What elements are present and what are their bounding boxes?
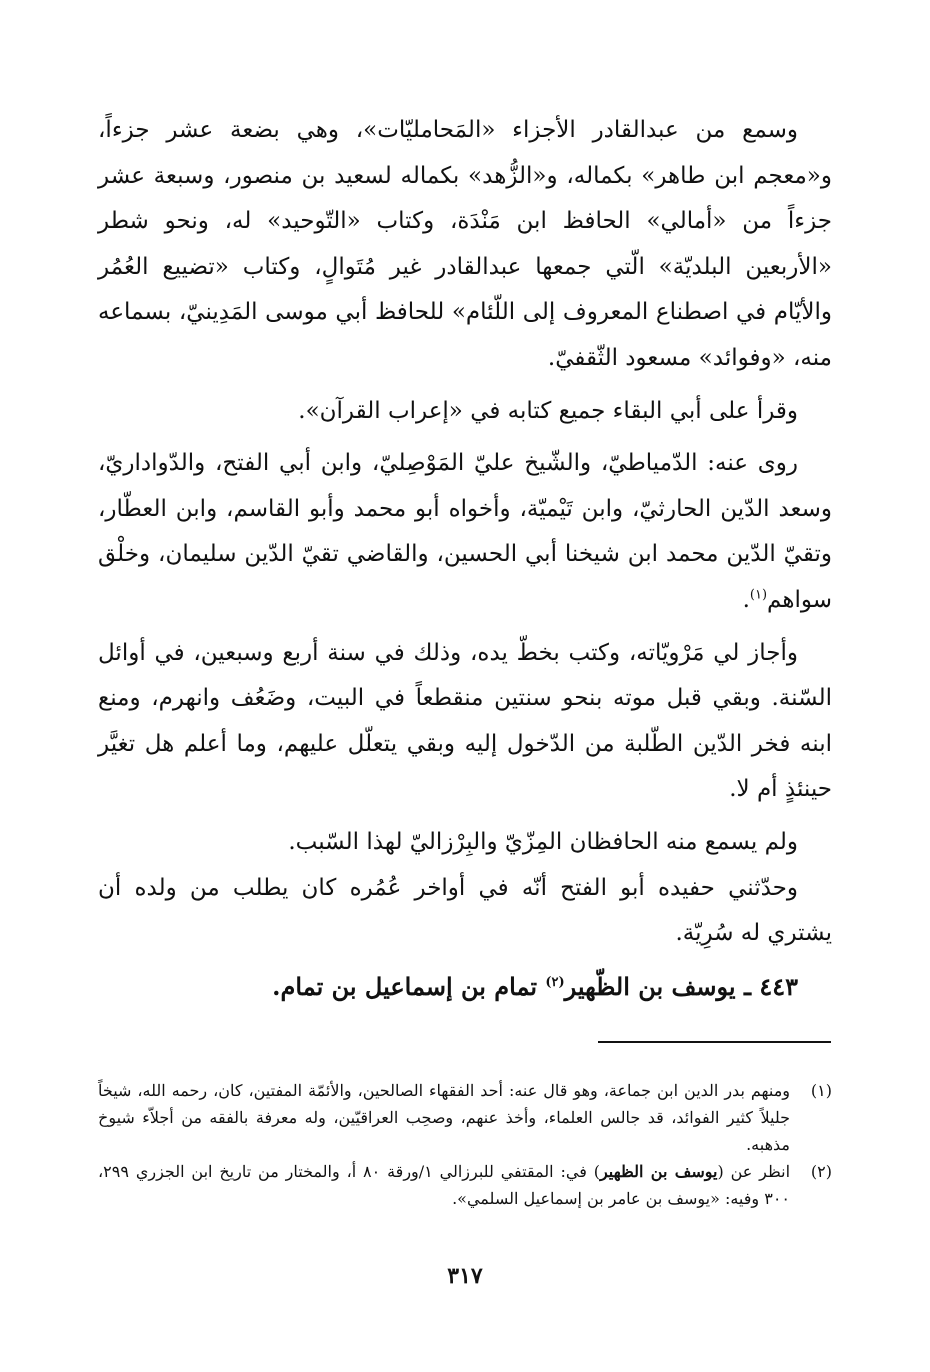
entry-number: ٤٤٣ ـ bbox=[743, 971, 798, 1001]
footnote-2-number: (٢) bbox=[810, 1162, 832, 1181]
paragraph-reading: وقرأ على أبي البقاء جميع كتابه في «إعراب القرآن». bbox=[298, 397, 798, 424]
main-text bbox=[98, 108, 832, 1016]
entry-rest: تمام بن إسماعيل بن تمام. bbox=[272, 971, 538, 1001]
footnote-2-lead: انظر عن ( bbox=[717, 1162, 791, 1181]
footnote-separator bbox=[598, 1041, 831, 1043]
paragraph-license: وأجاز لي مَرْويّاته، وكتب بخطّ يده، وذلك في سنة أربع وسبعين، في أوائل السّنة. وبقي قبل موته بنحو سنتين منقطعاً في البيت، وضَعُف وانهرم، ومنع ابنه فخر الدّين الطّلبة من الدّخول إليه وبقي يتعلّل عليهم، وما أعلم هل تغيَّر حينئذٍ أم لا. bbox=[98, 639, 832, 803]
footnotes bbox=[98, 1077, 832, 1212]
footnote-2-text bbox=[98, 1158, 790, 1212]
footnote-2-bold-name: يوسف بن الظهير bbox=[599, 1162, 718, 1181]
paragraph-hearing: وسمع من عبدالقادر الأجزاء «المَحامليّات»، وهي بضعة عشر جزءاً، و«معجم ابن طاهر» بكماله، و«الزُّهد» بكماله لسعيد بن منصور، وسبعة عشر جزءاً من «أمالي» الحافظ ابن مَنْدَة، وكتاب «التّوحيد» له، ونحو شطر «الأربعين البلديّة» الّتي جمعها عبدالقادر غير مُتَوالٍ، وكتاب «تضييع العُمُر والأيّام في اصطناع المعروف إلى اللّئام» للحافظ أبي موسى المَدِينيّ، بسماعه منه، «وفوائد» مسعود الثّقفيّ. bbox=[98, 117, 832, 371]
footnote-1 bbox=[98, 1077, 832, 1158]
footnote-2-rest: ) في: المقتفي للبرزالي ١/ورقة ٨٠ أ، والمختار من تاريخ ابن الجزري ٢٩٩، ٣٠٠ وفيه: «يوسف بن عامر بن إسماعيل السلمي». bbox=[98, 1162, 790, 1208]
narrators-end: . bbox=[742, 586, 750, 613]
paragraph-not-heard: ولم يسمع منه الحافظان المِزّيّ والبِرْزاليّ لهذا السّبب. bbox=[288, 828, 798, 855]
footnote-ref-1[interactable]: (١) bbox=[749, 587, 768, 603]
footnote-1-text: ومنهم بدر الدين ابن جماعة، وهو قال عنه: أحد الفقهاء الصالحين، والأئمّة المفتين، كان، رحمه الله، شيخاً جليلاً كثير الفوائد، قد جالس العلماء، وأخذ عنهم، وصحِب العراقيّين، وله معرفة بالفقه من أجلاّء شيوخ مذهبه. bbox=[98, 1081, 790, 1154]
page-number: ٣١٧ bbox=[447, 1263, 483, 1289]
entry-name: يوسف بن الظّهير bbox=[564, 971, 736, 1001]
paragraph-grandson: وحدّثني حفيده أبو الفتح أنّه في أواخر عُمُره كان يطلب من ولده أن يشتري له سُرِيّة. bbox=[98, 874, 832, 947]
narrators-text: روى عنه: الدّمياطيّ، والشّيخ عليّ المَوْصِليّ، وابن أبي الفتح، والدّواداريّ، وسعد الدّين الحارثيّ، وابن تَيْميّة، وأخواه أبو محمد وأبو القاسم، وابن العطّار، وتقيّ الدّين محمد ابن شيخنا أبي الحسين، والقاضي تقيّ الدّين سليمان، وخلْق سواهم bbox=[98, 450, 832, 613]
footnote-1-number: (١) bbox=[810, 1081, 832, 1100]
entry-heading bbox=[98, 964, 832, 1010]
footnote-ref-2[interactable]: (٢) bbox=[545, 974, 565, 990]
paragraph-narrators bbox=[98, 441, 832, 623]
footnote-2 bbox=[98, 1158, 832, 1212]
